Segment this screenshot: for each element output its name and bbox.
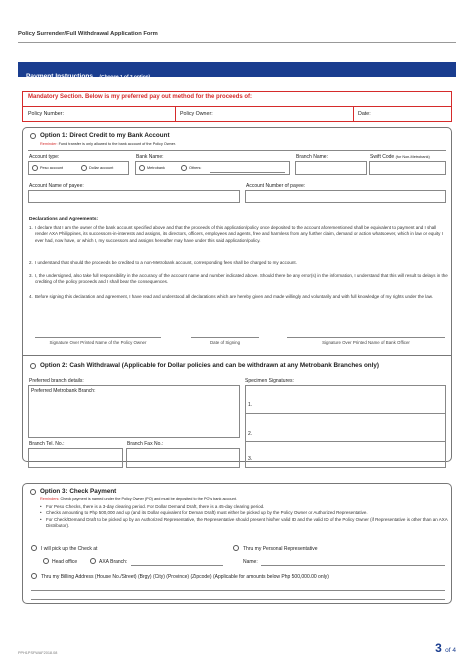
mandatory-section bbox=[22, 91, 452, 122]
payment-instructions-header bbox=[18, 62, 456, 80]
policy-number-label: Policy Number: bbox=[28, 111, 64, 117]
bullet-item: • For Check/Demand Draft to be picked up by an Authorized Representative, the Representative should present his/her valid ID and the valid ID of the Policy Owner (if Representative is other than an AXA Distributor). bbox=[40, 517, 448, 530]
option3-reminder bbox=[40, 497, 237, 501]
date-label: Date: bbox=[358, 111, 371, 117]
rule bbox=[246, 441, 445, 442]
option3-title: Option 3: Check Payment bbox=[40, 488, 117, 495]
billing-address-radio[interactable] bbox=[31, 573, 37, 579]
branch-fax-input[interactable] bbox=[126, 448, 240, 468]
bank-name-label: Bank Name: bbox=[136, 154, 164, 160]
mandatory-title: Mandatory Section. Below is my preferred pay out method for the proceeds of: bbox=[28, 94, 253, 100]
swift-code-input[interactable] bbox=[369, 161, 446, 175]
account-type-box bbox=[28, 161, 129, 175]
name-label: Name: bbox=[243, 559, 258, 565]
signing-date-line[interactable] bbox=[191, 337, 259, 338]
declarations-title: Declarations and Agreements: bbox=[29, 217, 99, 222]
peso-account-radio[interactable] bbox=[32, 165, 38, 171]
option-divider bbox=[23, 355, 451, 356]
billing-address-label: Thru my Billing Address (House No./Street) (Brgy) (City) (Province) (Zipcode) (Applicable for amounts below Php 500,000.00 only) bbox=[41, 574, 329, 580]
mandatory-fields-row bbox=[23, 106, 451, 121]
signature-1-label: 1. bbox=[248, 402, 253, 408]
dollar-account-label: Dollar account bbox=[89, 166, 114, 170]
swift-code-label bbox=[370, 154, 430, 160]
pickup-label: I will pick up the Check at bbox=[41, 546, 98, 552]
specimen-signatures-box[interactable] bbox=[245, 385, 446, 468]
option3-reminder-label: Reminders: bbox=[40, 497, 60, 501]
signing-date-caption: Date of Signing bbox=[209, 340, 241, 345]
head-office-label: Head office bbox=[52, 559, 78, 565]
option1-reminder-text: Fund transfer is only allowed to the bank account of the Policy Owner. bbox=[58, 142, 176, 146]
pickup-radio[interactable] bbox=[31, 545, 37, 551]
option3-bullets bbox=[40, 504, 448, 530]
bank-officer-signature-line[interactable] bbox=[287, 337, 445, 338]
rule bbox=[28, 150, 446, 151]
others-radio[interactable] bbox=[181, 165, 187, 171]
axa-branch-radio[interactable] bbox=[90, 558, 96, 564]
option3-radio[interactable] bbox=[30, 489, 36, 495]
option1-radio[interactable] bbox=[30, 133, 36, 139]
option2-title: Option 2: Cash Withdrawal (Applicable for Dollar policies and can be withdrawn at any Metrobank Branches only) bbox=[40, 362, 379, 369]
divider bbox=[175, 107, 176, 122]
swift-code-text: Swift Code bbox=[370, 154, 395, 160]
form-code: PPH1PSFWAF2018.08 bbox=[18, 651, 58, 655]
header-subtitle: (Choose 1 of 3 option) bbox=[99, 75, 151, 80]
declaration-3: 3. I, the undersigned, also take full responsibility in the accuracy of the account name and number indicated above. Should there be any error(s) in the information, I understand that this will result to delays in the crediting of the policy proceeds and I shall bear the consequences. bbox=[29, 273, 448, 285]
others-input[interactable] bbox=[210, 172, 285, 173]
signature-3-label: 3. bbox=[248, 456, 253, 462]
option3-reminder-text: Check payment is named under the Policy Owner (PO) and must be deposited to the PO's bank account. bbox=[60, 497, 237, 501]
declaration-2-text: I understand that should the proceeds be credited to a non-Metrobank account, corresponding fees shall be charged to my account. bbox=[35, 260, 297, 265]
option1-reminder bbox=[40, 142, 176, 146]
declaration-1: 1. I declare that I am the owner of the bank account specified above and that the proceeds of this application/policy once deposited to the account aforementioned shall be equivalent to payment and I shall render AXA Philippines, its successors-in-interests and assigns, its directors, officers, employees and agents, free and harmless from any further claim, demand or action whatsoever, which in law or equity I ever had, now have, or which I, my successors and assigns hereafter may have under this said application/policy. bbox=[29, 225, 449, 244]
representative-name-input[interactable] bbox=[261, 565, 445, 566]
divider bbox=[353, 107, 354, 122]
account-name-input[interactable] bbox=[28, 190, 240, 203]
declaration-2: 2. I understand that should the proceeds be credited to a non-Metrobank account, corresponding fees shall be charged to my account. bbox=[29, 260, 449, 266]
metrobank-label: Metrobank bbox=[147, 166, 165, 170]
declaration-3-text: I, the undersigned, also take full responsibility in the accuracy of the account name and number indicated above. Should there be any error(s) in the information, I understand that this will result to delays in the crediting of the policy proceeds and I shall bear the consequences. bbox=[35, 273, 448, 285]
owner-signature-line[interactable] bbox=[35, 337, 161, 338]
page-current: 3 bbox=[435, 641, 442, 655]
account-number-input[interactable] bbox=[245, 190, 446, 203]
branch-tel-label: Branch Tel. No.: bbox=[29, 441, 65, 447]
metrobank-radio[interactable] bbox=[139, 165, 145, 171]
document-title: Policy Surrender/Full Withdrawal Application Form bbox=[18, 31, 158, 37]
option2-radio[interactable] bbox=[30, 363, 36, 369]
axa-branch-input[interactable] bbox=[131, 565, 223, 566]
declaration-4-text: Before signing this declaration and agreement, I have read and understood all declarations which are hereby given and made willingly and voluntarily and with full knowledge of my rights under the law. bbox=[35, 294, 433, 299]
option1-box bbox=[22, 127, 452, 462]
bullet-item: • For Peso Checks, there is a 3-day clearing period. For Dollar Demand Draft, there is a 45-day clearing period. bbox=[40, 504, 448, 510]
representative-radio[interactable] bbox=[233, 545, 239, 551]
billing-address-line-2[interactable] bbox=[31, 599, 445, 600]
branch-name-label: Branch Name: bbox=[296, 154, 328, 160]
account-type-label: Account type: bbox=[29, 154, 60, 160]
page-total: of 4 bbox=[445, 647, 456, 654]
branch-tel-input[interactable] bbox=[28, 448, 123, 468]
branch-fax-label: Branch Fax No.: bbox=[127, 441, 164, 447]
declaration-4: 4. Before signing this declaration and agreement, I have read and understood all declarations which are hereby given and made willingly and voluntarily and with full knowledge of my rights under the law. bbox=[29, 294, 449, 300]
title-divider bbox=[18, 42, 456, 43]
owner-signature-caption: Signature Over Printed Name of the Policy Owner bbox=[49, 340, 147, 345]
page-number bbox=[435, 641, 456, 655]
option1-title: Option 1: Direct Credit to my Bank Account bbox=[40, 132, 170, 139]
signature-2-label: 2. bbox=[248, 431, 253, 437]
preferred-metrobank-box[interactable] bbox=[28, 385, 240, 438]
policy-owner-label: Policy Owner: bbox=[180, 111, 213, 117]
head-office-radio[interactable] bbox=[43, 558, 49, 564]
axa-branch-label: AXA Branch: bbox=[99, 559, 128, 565]
option1-reminder-label: Reminder: bbox=[40, 142, 58, 146]
swift-code-note: (for Non-Metrobank) bbox=[395, 155, 430, 159]
peso-account-label: Peso account bbox=[40, 166, 64, 170]
header-title: Payment Instructions bbox=[26, 73, 94, 80]
others-label: Others: bbox=[189, 166, 202, 170]
preferred-metrobank-label: Preferred Metrobank Branch: bbox=[31, 388, 96, 394]
representative-label: Thru my Personal Representative bbox=[243, 546, 318, 552]
rule bbox=[246, 413, 445, 414]
preferred-branch-label: Preferred branch details: bbox=[29, 378, 84, 384]
option3-box bbox=[22, 483, 452, 604]
declaration-1-text: I declare that I am the owner of the bank account specified above and that the proceeds of this application/policy once deposited to the account aforementioned shall be equivalent to payment and I shall render AXA Philippines, its successors-in-interests and assigns, its directors, officers, employees and agents, free and harmless from any further claim, demand or action whatsoever, which in law or equity I ever had, now have, or which I, my successors and assigns hereafter may have under this said application/policy. bbox=[35, 225, 443, 243]
account-name-label: Account Name of payee: bbox=[29, 183, 84, 189]
specimen-signatures-label: Specimen Signatures: bbox=[245, 378, 294, 384]
bank-name-box bbox=[135, 161, 290, 175]
bullet-item: • Checks amounting to Php 500,000 and up (and its Dollar equivalent for Deman Draft) must either be picked up by the Policy Owner or Authorized Representative. bbox=[40, 510, 448, 516]
bank-officer-signature-caption: Signature Over Printed Name of Bank Officer bbox=[322, 340, 410, 345]
billing-address-line-1[interactable] bbox=[31, 590, 445, 591]
account-number-label: Account Number of payee: bbox=[246, 183, 306, 189]
branch-name-input[interactable] bbox=[295, 161, 367, 175]
dollar-account-radio[interactable] bbox=[81, 165, 87, 171]
